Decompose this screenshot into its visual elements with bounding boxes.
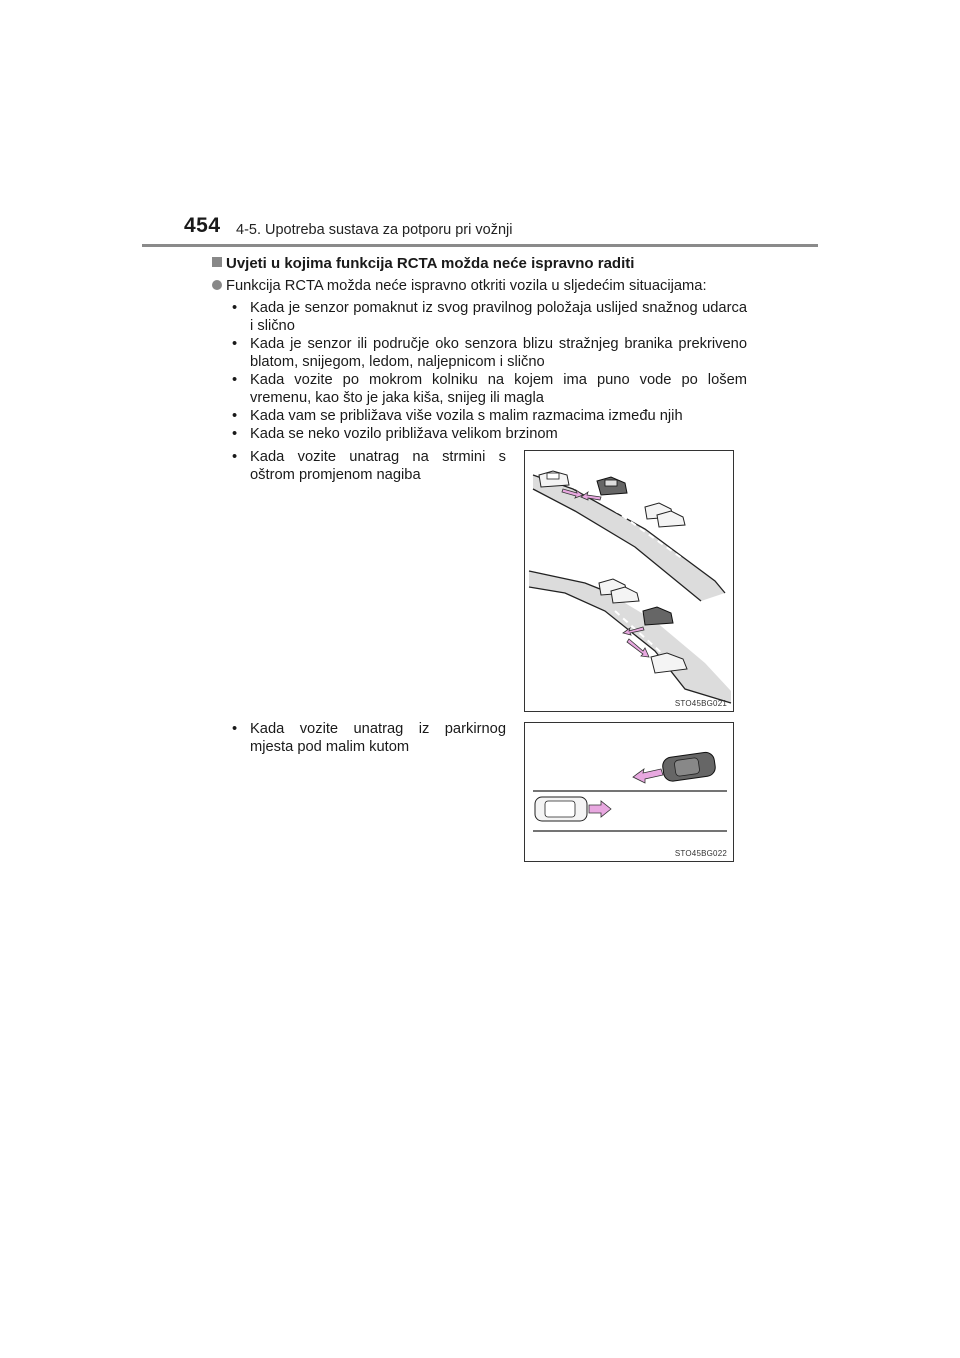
car-icon (539, 471, 569, 487)
car-icon (643, 607, 673, 625)
slope-illustration (524, 450, 734, 712)
car-icon (645, 503, 685, 527)
page-header (184, 214, 824, 244)
car-icon (662, 751, 717, 782)
parking-diagram (525, 723, 733, 861)
main-content (212, 255, 747, 443)
list-item-slope: • Kada vozite unatrag na strmini s oštrom promjenom nagiba (232, 449, 506, 483)
square-bullet-icon (212, 257, 222, 267)
list-item: • Kada vozite po mokrom kolniku na kojem ima puno vode po lošem vremenu, kao što je jaka kiša, snijeg ili magla (230, 371, 747, 407)
lead-paragraph: Funkcija RCTA možda neće ispravno otkriti vozila u sljedećim situacijama: (212, 277, 747, 295)
section-heading: Uvjeti u kojima funkcija RCTA možda neće ispravno raditi (212, 255, 747, 273)
condition-list (212, 299, 747, 443)
parking-illustration (524, 722, 734, 862)
list-item-parking: • Kada vozite unatrag iz parkirnog mjesta pod malim kutom (232, 721, 506, 755)
circle-bullet-icon (212, 280, 222, 290)
figure-code: STO45BG022 (674, 849, 727, 858)
list-item: • Kada je senzor pomaknut iz svog pravilnog položaja uslijed snažnog udarca i slično (230, 299, 747, 335)
list-item: • Kada vam se približava više vozila s malim razmacima između njih (230, 407, 747, 425)
arrow-icon (633, 769, 663, 783)
arrow-icon (589, 801, 611, 817)
page-number: 454 (184, 214, 221, 237)
slope-diagram (525, 451, 733, 711)
figure-code: STO45BG021 (674, 699, 727, 708)
car-icon (535, 797, 587, 821)
list-item: • Kada je senzor ili područje oko senzora blizu stražnjeg branika prekriveno blatom, snijegom, ledom, naljepnicom i slično (230, 335, 747, 371)
header-rule (142, 244, 818, 247)
car-icon (597, 477, 627, 495)
section-title: 4-5. Upotreba sustava za potporu pri vožnji (236, 222, 513, 238)
list-item: • Kada se neko vozilo približava velikom brzinom (230, 425, 747, 443)
